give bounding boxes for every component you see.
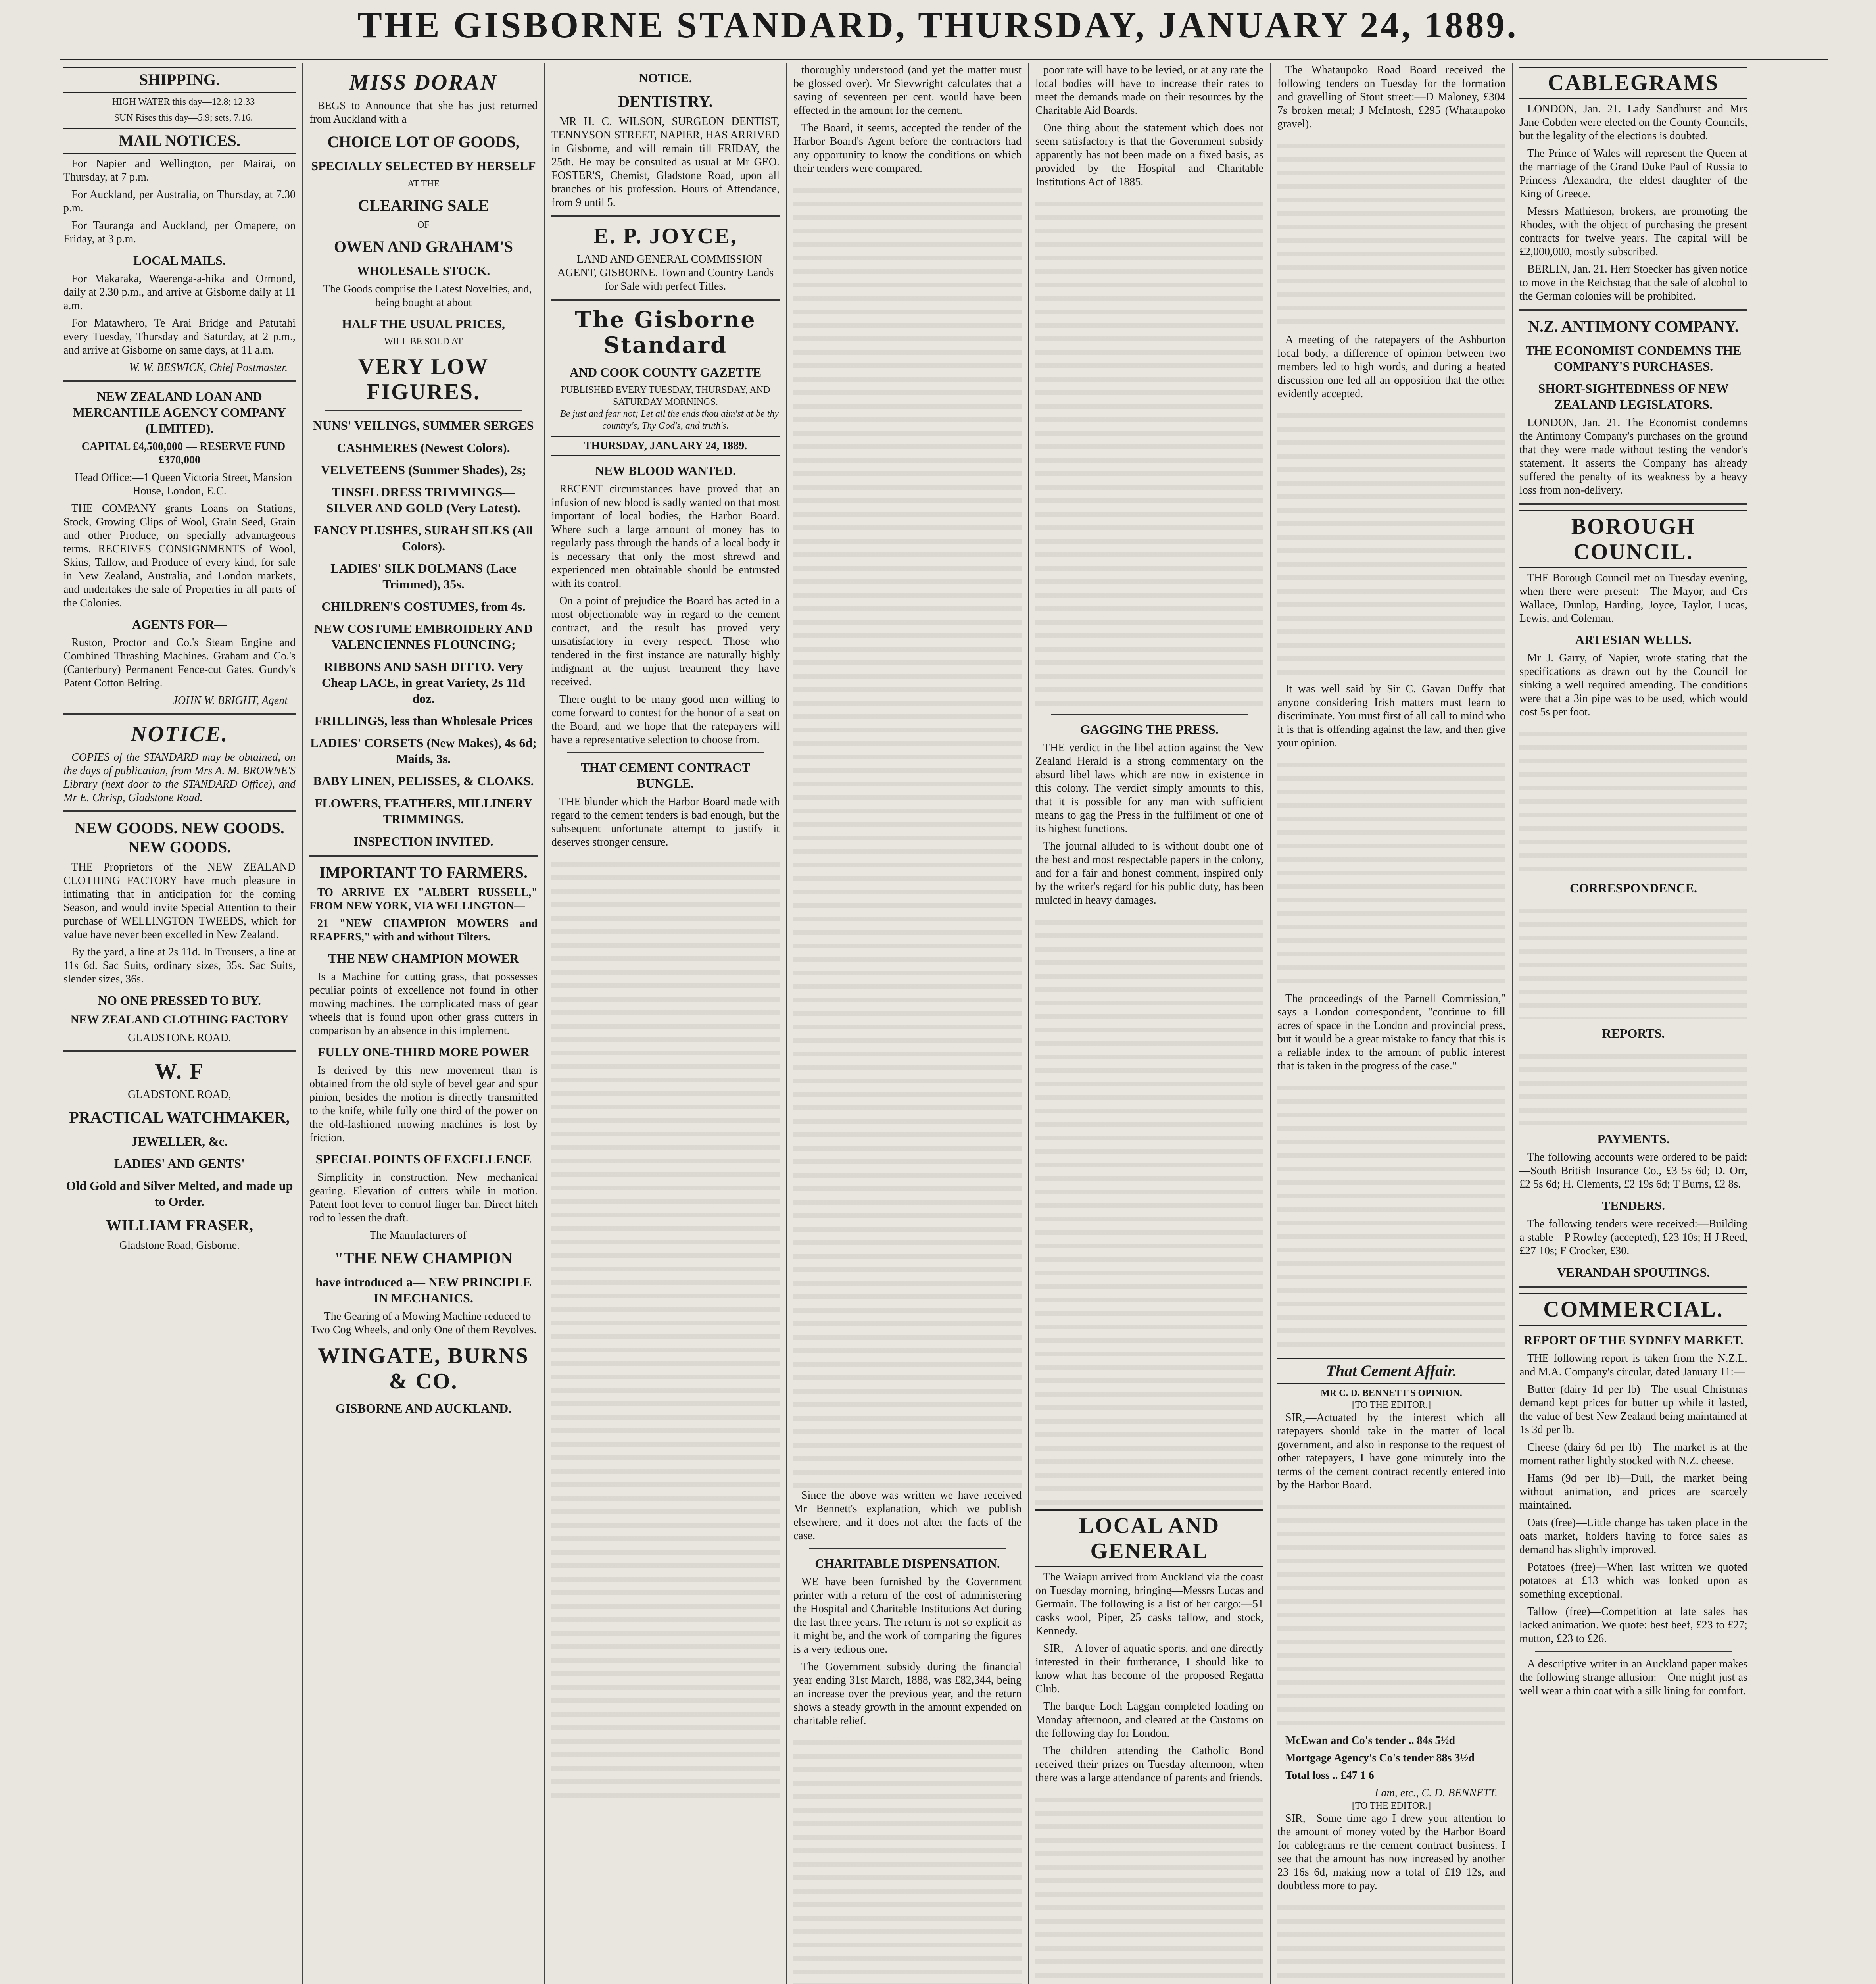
signature: JOHN W. BRIGHT, Agent (173, 694, 288, 707)
subheading: FULLY ONE-THIRD MORE POWER (317, 1045, 530, 1059)
advert-line: have introduced a— NEW PRINCIPLE IN MECHANICS. (315, 1275, 532, 1305)
column-divider (1270, 63, 1271, 1984)
office-line: Head Office:—1 Queen Victoria Street, Mansion House, London, E.C. (75, 471, 292, 497)
editor-line: [TO THE EDITOR.] (1352, 1801, 1431, 1811)
notice-body: COPIES of the STANDARD may be obtained, on the days of publication, from Mrs A. M. BROWNE'S Library (next door to the STANDARD Office), and Mr E. Chrisp, Gladstone Road. (63, 751, 296, 804)
article-heading: THAT CEMENT CONTRACT BUNGLE. (581, 760, 750, 790)
mail-notice: For Auckland, per Australia, on Thursday, at 7.30 p.m. (63, 188, 296, 214)
column-2 (309, 63, 538, 1984)
news-item: LONDON, Jan. 21. The Economist condemns the Antimony Company's purchases on the ground that they were made without testing the vendor's statement. It asserts the Company has already suffered the penalty of its weakness by a heavy loss from non-delivery. (1519, 417, 1747, 496)
advert-body: MR H. C. WILSON, SURGEON DENTIST, TENNYSON STREET, NAPIER, HAS ARRIVED in Gisborne, and will remain till FRIDAY, the 25th. He may be consulted as usual at Mr GEO. FOSTER'S, Chemist, Gladstone Road, upon all branches of his profession. Hours of Attendance, from 9 until 5. (551, 115, 780, 209)
subheading: REPORT OF THE SYDNEY MARKET. (1523, 1333, 1744, 1347)
subheading: PAYMENTS. (1597, 1132, 1670, 1146)
advert-heading: E. P. JOYCE, (593, 224, 737, 248)
sun-times: SUN Rises this day—5.9; sets, 7.16. (114, 113, 253, 123)
article-paragraph: RECENT circumstances have proved that an infusion of new blood is sadly wanted on that most important of local bodies, the Harbor Board. Where such a large amount of money has to regularly pass through the hands of a local body it is necessary that only the most shrewd and experienced men obtainable should be entrusted with its control. (551, 483, 780, 590)
advert-body: Simplicity in construction. New mechanical gearing. Elevation of cutters while in motion. Patent foot lever to control finger bar. Direct hitch rod to lessen the draft. (309, 1171, 538, 1224)
editor-line: [TO THE EDITOR.] (1352, 1400, 1431, 1410)
section-heading: N.Z. ANTIMONY COMPANY. (1528, 317, 1739, 335)
divider (551, 299, 780, 301)
news-item: It was well said by Sir C. Gavan Duffy that anyone considering Irish matters must learn to discriminate. You must first of all call to mind who it is that is offending against the law, and then give your opinion. (1277, 683, 1505, 749)
advert-heading: PRACTICAL WATCHMAKER, (69, 1108, 290, 1126)
publication-days: PUBLISHED EVERY TUESDAY, THURSDAY, AND SATURDAY MORNINGS. (561, 385, 770, 407)
news-item: The following tenders were received:—Building a stable—P Rowley (accepted), £23 10s; H J Reed, £27 10s; F Crocker, £30. (1519, 1218, 1747, 1257)
divider (809, 1548, 1006, 1549)
divider (1519, 309, 1747, 311)
market-item: Oats (free)—Little change has taken place in the oats market, holders having to force sales as demand has slightly improved. (1519, 1517, 1747, 1556)
newspaper-title: THE GISBORNE STANDARD, THURSDAY, JANUARY 24, 1889. (357, 5, 1519, 45)
product-line: RIBBONS AND SASH DITTO. Very Cheap LACE, in great Variety, 2s 11d doz. (321, 659, 526, 706)
article-paragraph: There ought to be many good men willing to come forward to contest for the honor of a seat on the Board, and we hope that the ratepayers will have a representative selection to choose from. (551, 693, 780, 746)
subheading: SHORT-SIGHTEDNESS OF NEW ZEALAND LEGISLATORS. (1538, 381, 1729, 411)
article-paragraph: THE blunder which the Harbor Board made with regard to the cement tenders is bad enough, but the subsequent unfortunate attempt to justify it deserves stronger censure. (551, 796, 780, 848)
advert-heading: MISS DORAN (349, 70, 498, 95)
news-item: The following accounts were ordered to be paid:—South British Insurance Co., £3 5s 6d; D. Orr, £2 5s 6d; H. Clements, £2 19s 6d; T Burns, £2 8s. (1519, 1151, 1747, 1190)
advert-heading: DENTISTRY. (618, 92, 713, 110)
divider (567, 752, 764, 753)
product-line: LADIES' CORSETS (New Makes), 4s 6d; Maids, 3s. (310, 736, 537, 766)
advert-body: LAND AND GENERAL COMMISSION AGENT, GISBORNE. Town and Country Lands for Sale with perfect Titles. (557, 253, 774, 292)
section-heading: SHIPPING. (63, 67, 296, 93)
column-1 (63, 63, 296, 1984)
mail-notice: For Makaraka, Waerenga-a-hika and Ormond, daily at 2.30 p.m., and arrive at Gisborne daily at 11 a.m. (63, 273, 296, 312)
signature: W. W. BESWICK, Chief Postmaster. (129, 361, 288, 374)
continued-text-block (793, 179, 1022, 1489)
advert-line: CLEARING SALE (358, 196, 489, 214)
advert-line: WHOLESALE STOCK. (357, 263, 490, 278)
article-heading: CHARITABLE DISPENSATION. (815, 1556, 1000, 1571)
product-line: FRILLINGS, less than Wholesale Prices (314, 713, 533, 728)
advert-line: OWEN AND GRAHAM'S (334, 238, 513, 256)
article-paragraph: On a point of prejudice the Board has acted in a most objectionable way in regard to the cement contract, and the result has proved very unsatisfactory in every respect. Those who tendered in the first instance are naturally highly indignant at the unjust treatment they have received. (551, 595, 780, 688)
continued-text-block (1277, 405, 1505, 682)
continued-text-block (1519, 1045, 1747, 1125)
advert-body: Is a Machine for cutting grass, that possesses peculiar points of excellence not found in other mowing machines. The complicated mass of gear wheels that is found upon other grass cutters in comparison by an absence in this implement. (309, 971, 538, 1037)
advert-body: The Gearing of a Mowing Machine reduced to Two Cog Wheels, and only One of them Revolves. (310, 1310, 537, 1336)
divider (63, 380, 296, 382)
subheading: LADIES' AND GENTS' (114, 1156, 245, 1171)
advert-body: TO ARRIVE EX "ALBERT RUSSELL," FROM NEW YORK, VIA WELLINGTON— (309, 886, 538, 912)
news-item: A meeting of the ratepayers of the Ashburton local body, a difference of opinion between two members led to high words, and during a heated discussion one led all an opposition that the other evidently accepted. (1277, 334, 1505, 400)
section-heading: MAIL NOTICES. (63, 128, 296, 154)
divider (551, 215, 780, 217)
paper-dateline: THURSDAY, JANUARY 24, 1889. (551, 436, 780, 456)
paper-subtitle: AND COOK COUNTY GAZETTE (569, 365, 762, 379)
advert-line: INSPECTION INVITED. (353, 834, 493, 848)
section-heading: BOROUGH COUNCIL. (1519, 510, 1747, 568)
masthead (0, 0, 1876, 60)
divider (63, 713, 296, 715)
market-item: Butter (dairy 1d per lb)—The usual Christmas demand kept prices for butter up while it lasted, the value of best New Zealand being maintained at 1s 3d per lb. (1519, 1383, 1747, 1436)
column-divider (302, 63, 303, 1984)
advert-line: VERY LOW FIGURES. (358, 354, 489, 404)
news-item: The Waiapu arrived from Auckland via the coast on Tuesday morning, bringing—Messrs Lucas and Germain. The following is a list of her cargo:—51 casks wool, Piper, 25 casks tallow, and stock, Kennedy. (1035, 1571, 1263, 1637)
continued-text-block (1519, 900, 1747, 1019)
product-line: FLOWERS, FEATHERS, MILLINERY TRIMMINGS. (314, 796, 533, 826)
market-item: Tallow (free)—Competition at late sales has lacked animation. We quote: best beef, £23 to £27; mutton, £23 to £26. (1519, 1605, 1747, 1645)
subheading: TENDERS. (1601, 1198, 1665, 1213)
subheading: JEWELLER, &c. (131, 1134, 228, 1148)
article-heading: GAGGING THE PRESS. (1080, 722, 1219, 736)
subheading: SPECIAL POINTS OF EXCELLENCE (315, 1152, 532, 1166)
masthead-rule (60, 59, 1828, 60)
letter-paragraph: SIR,—Some time ago I drew your attention to the amount of money voted by the Harbor Board for cablegrams re the cement contract business. I see that the amount has now increased by another 23 16s 6d, making now a total of £19 12s, and doubtless more to pay. (1277, 1812, 1505, 1892)
product-line: FANCY PLUSHES, SURAH SILKS (All Colors). (314, 523, 533, 553)
subheading: LOCAL MAILS. (133, 253, 226, 267)
continued-text-block (1277, 1496, 1505, 1734)
news-item: THE following report is taken from the N.Z.L. and M.A. Company's circular, dated January 11:— (1519, 1352, 1747, 1378)
advertiser-address: GLADSTONE ROAD, (128, 1088, 231, 1101)
advert-body: 21 "NEW CHAMPION MOWERS and REAPERS," with and without Tilters. (309, 917, 538, 943)
advert-body: Ruston, Proctor and Co.'s Steam Engine and Combined Thrashing Machines. Graham and Co.'s (Canterbury) Permanent Fence-cut Gates. Gundy's Patent Cotton Belting. (63, 636, 296, 689)
subheading: Old Gold and Silver Melted, and made up to Order. (66, 1178, 293, 1209)
continued-text-block (1277, 1077, 1505, 1355)
divider (1519, 503, 1747, 505)
advert-heading: W. F (154, 1059, 205, 1084)
news-item: LONDON, Jan. 21. Lady Sandhurst and Mrs Jane Cobden were elected on the County Councils, but the legality of the elections is doubted. (1519, 103, 1747, 142)
mail-notice: For Napier and Wellington, per Mairai, on Thursday, at 7 p.m. (63, 158, 296, 183)
advert-line: OF (417, 220, 430, 230)
article-subheading: MR C. D. BENNETT'S OPINION. (1321, 1388, 1462, 1398)
product-line: LADIES' SILK DOLMANS (Lace Trimmed), 35s. (330, 561, 517, 591)
subheading: REPORTS. (1602, 1026, 1665, 1040)
advert-line: CHOICE LOT OF GOODS, (327, 133, 520, 151)
article-paragraph: WE have been furnished by the Government printer with a return of the cost of administering the Hospital and Charitable Institutions Act during the last three years. The return is not so explicit as it might be, and the work of comparing the figures is a very tedious one. (793, 1576, 1022, 1655)
divider (63, 810, 296, 812)
column-divider (1028, 63, 1029, 1984)
product-line: NUNS' VEILINGS, SUMMER SERGES (313, 418, 534, 433)
column-6 (1277, 63, 1505, 1984)
advertiser-name: WINGATE, BURNS & CO. (318, 1344, 529, 1394)
advert-heading: IMPORTANT TO FARMERS. (319, 863, 528, 881)
continued-text-block (1035, 193, 1263, 709)
article-paragraph: One thing about the statement which does not seem satisfactory is that the Government subsidy apparently has not been made on a fixed basis, as provided by the Hospital and Charitable Institutions Act of 1885. (1035, 122, 1263, 188)
mail-notice: For Tauranga and Auckland, per Omapere, on Friday, at 3 p.m. (63, 219, 296, 245)
advertiser-address: Gladstone Road, Gisborne. (119, 1239, 240, 1252)
letter-paragraph: SIR,—Actuated by the interest which all ratepayers should take in the matter of local government, and also in response to the request of other ratepayers, I have gone minutely into the terms of the cement contract recently entered into by the Harbor Board. (1277, 1411, 1505, 1491)
subheading: AGENTS FOR— (132, 617, 227, 631)
capital-line: CAPITAL £4,500,000 — RESERVE FUND £370,000 (81, 440, 286, 466)
product-line: CHILDREN'S COSTUMES, from 4s. (321, 599, 526, 613)
notice-heading: NOTICE. (131, 722, 228, 746)
advert-heading: NEW ZEALAND LOAN AND MERCANTILE AGENCY COMPANY (LIMITED). (73, 389, 286, 435)
divider (1519, 1286, 1747, 1288)
continued-text-block (551, 853, 780, 1805)
continued-text-block (793, 1732, 1022, 1984)
market-item: Hams (9d per lb)—Dull, the market being without animation, and prices are scarcely maintained. (1519, 1472, 1747, 1511)
section-heading: NOTICE. (639, 71, 692, 85)
table-line: Total loss .. £47 1 6 (1285, 1769, 1374, 1782)
article-paragraph: The journal alluded to is without doubt one of the best and most respectable papers in the colony, and for a fair and honest comment, inspired only by the writer's regard for his public duty, has been mulcted in heavy damages. (1035, 840, 1263, 906)
advert-line: WILL BE SOLD AT (384, 336, 463, 347)
divider (63, 1050, 296, 1052)
article-paragraph: THE verdict in the libel action against the New Zealand Herald is a strong commentary on the absurd libel laws which are now in existence in this colony. The verdict simply amounts to this, that it is possible for any man with sufficient means to gag the Press in the fulfilment of one of its highest functions. (1035, 742, 1263, 835)
continued-text-block (1519, 723, 1747, 874)
article-paragraph: thoroughly understood (and yet the matter must be glossed over). Mr Sievwright calculates that a saving of seventeen per cent. would have been effected in the amount for the cement. (793, 64, 1022, 117)
news-item: SIR,—A lover of aquatic sports, and one directly interested in their furtherance, I should like to know what has become of the proposed Regatta Club. (1035, 1642, 1263, 1695)
advertiser-address: GLADSTONE ROAD. (128, 1032, 231, 1044)
continued-text-block (1035, 911, 1263, 1506)
advert-body: By the yard, a line at 2s 11d. In Trousers, a line at 11s 6d. Sac Suits, ordinary sizes, 35s. Sac Suits, slender sizes, 36s. (63, 946, 296, 985)
news-item: The proceedings of the Parnell Commission," says a London correspondent, "continue to fill acres of space in the London and provincial press, but it would be a great mistake to fancy that this is a reliable index to the amount of public interest that is taken in the progress of the case." (1277, 992, 1505, 1072)
tide-times: HIGH WATER this day—12.8; 12.33 (112, 97, 255, 107)
table-line: McEwan and Co's tender .. 84s 5½d (1285, 1734, 1455, 1747)
column-3 (551, 63, 780, 1984)
advert-line: "THE NEW CHAMPION (334, 1249, 513, 1267)
paper-nameplate: The Gisborne Standard (575, 307, 756, 358)
mail-notice: For Matawhero, Te Arai Bridge and Patutahi every Tuesday, Thursday and Saturday, at 2 p.m., and arrive at Gisborne on same days, at 11 a.m. (63, 317, 296, 356)
product-line: NEW COSTUME EMBROIDERY AND VALENCIENNES FLOUNCING; (314, 621, 533, 652)
market-item: Potatoes (free)—When last written we quoted potatoes at £13 which was looked upon as something exceptional. (1519, 1561, 1747, 1600)
advert-line: SPECIALLY SELECTED BY HERSELF (311, 159, 536, 173)
product-line: CASHMERES (Newest Colors). (337, 440, 510, 455)
column-divider (786, 63, 787, 1984)
subheading: THE ECONOMIST CONDEMNS THE COMPANY'S PURCHASES. (1525, 343, 1742, 373)
news-item: A descriptive writer in an Auckland paper makes the following strange allusion:—One might just as well wear a thin coat with a silk lining for comfort. (1519, 1658, 1747, 1697)
table-line: Mortgage Agency's Co's tender 88s 3½d (1285, 1752, 1475, 1764)
news-item: BERLIN, Jan. 21. Herr Stoecker has given notice to move in the Reichstag that the sale of alcohol to the German colonies will be prohibited. (1519, 263, 1747, 302)
continued-text-block (1277, 135, 1505, 333)
product-line: TINSEL DRESS TRIMMINGS—SILVER AND GOLD (Very Latest). (326, 485, 521, 515)
column-7 (1519, 63, 1747, 1984)
divider (325, 410, 522, 411)
subheading: ARTESIAN WELLS. (1575, 632, 1692, 647)
advert-line: HALF THE USUAL PRICES, (342, 317, 505, 331)
continued-text-block (1035, 1789, 1263, 1984)
advertiser-address: GISBORNE AND AUCKLAND. (335, 1401, 512, 1415)
article-heading: That Cement Affair. (1277, 1358, 1505, 1384)
advertiser-name: WILLIAM FRASER, (106, 1216, 253, 1234)
advertiser-name: NEW ZEALAND CLOTHING FACTORY (70, 1013, 289, 1026)
signature: I am, etc., C. D. BENNETT. (1375, 1787, 1498, 1799)
advert-body: THE COMPANY grants Loans on Stations, Stock, Growing Clips of Wool, Grain Seed, Grain and other Produce, on specially advantageous terms. RECEIVES CONSIGNMENTS of Wool, Skins, Tallow, and Produce of every kind, for sale in New Zealand, Australia, and London markets, and undertakes the sale of Properties in all parts of the Colonies. (63, 502, 296, 609)
section-heading: CABLEGRAMS (1519, 67, 1747, 99)
advert-line: The Manufacturers of— (369, 1229, 478, 1242)
news-item: The Prince of Wales will represent the Queen at the marriage of the Grand Duke Paul of Russia to Princess Alexandra, the eldest daughter of the King of Greece. (1519, 147, 1747, 200)
product-line: VELVETEENS (Summer Shades), 2s; (321, 463, 526, 477)
divider (309, 855, 538, 857)
article-paragraph: Since the above was written we have received Mr Bennett's explanation, which we publish elsewhere, and it does not alter the facts of the case. (793, 1489, 1022, 1542)
advert-body: The Goods comprise the Latest Novelties, and, being bought at about (323, 283, 532, 309)
advert-heading: NEW GOODS. NEW GOODS. NEW GOODS. (75, 819, 284, 856)
paper-motto: Be just and fear not; Let all the ends thou aim'st at be thy country's, Thy God's, and truth's. (560, 409, 779, 431)
subheading: THE NEW CHAMPION MOWER (328, 951, 519, 965)
news-item: Mr J. Garry, of Napier, wrote stating that the specifications as drawn out by the Council for sinking a well required amending. The conditions were that a 3in pipe was to be used, which would cost 5s per foot. (1519, 652, 1747, 718)
continued-text-block (1277, 1897, 1505, 1984)
article-heading: NEW BLOOD WANTED. (595, 463, 736, 478)
news-item: The Whataupoko Road Board received the following tenders on Tuesday for the formation and gravelling of Stout street:—D Maloney, £304 7s broken metal; J McIntosh, £295 (Whataupoko gravel). (1277, 64, 1505, 130)
section-heading: COMMERCIAL. (1519, 1293, 1747, 1326)
news-item: Messrs Mathieson, brokers, are promoting the Rhodes, with the object of purchasing the present contracts for twelve years. The capital will be £2,000,000, mostly subscribed. (1519, 205, 1747, 258)
advert-body: Is derived by this new movement than is obtained from the old style of bevel gear and spur pinion, besides the motion is directly transmitted to the knife, while fully one third of the power on the old-fashioned mowing machines is lost by friction. (309, 1064, 538, 1144)
subheading: NO ONE PRESSED TO BUY. (98, 993, 261, 1007)
news-item: THE Borough Council met on Tuesday evening, when there were present:—The Mayor, and Crs Wallace, Dunlop, Harding, Joyce, Taylor, Lucas, Lewis, and Coleman. (1519, 572, 1747, 625)
continued-text-block (1277, 754, 1505, 992)
article-paragraph: The Board, it seems, accepted the tender of the Harbor Board's Agent before the contractors had any opportunity to know the conditions on which their tenders were compared. (793, 122, 1022, 175)
advert-body: THE Proprietors of the NEW ZEALAND CLOTHING FACTORY have much pleasure in intimating that in anticipation for the coming Season, and would invite Special Attention to their purchase of WELLINGTON TWEEDS, which for value have never been excelled in New Zealand. (63, 861, 296, 941)
column-divider (544, 63, 545, 1984)
advert-body: BEGS to Announce that she has just returned from Auckland with a (309, 100, 538, 125)
advert-line: AT THE (407, 179, 440, 189)
market-item: Cheese (dairy 6d per lb)—The market is at the moment rather lightly stocked with N.Z. cheese. (1519, 1441, 1747, 1467)
section-heading: LOCAL AND GENERAL (1035, 1509, 1263, 1567)
column-5 (1035, 63, 1263, 1984)
article-paragraph: poor rate will have to be levied, or at any rate the local bodies will have to increase their rates to meet the demands made on their resources by the Charitable Aid Boards. (1035, 64, 1263, 117)
news-item: The barque Loch Laggan completed loading on Monday afternoon, and cleared at the Customs on the following day for London. (1035, 1700, 1263, 1740)
column-divider (1512, 63, 1513, 1984)
news-item: The children attending the Catholic Bond received their prizes on Tuesday afternoon, when there was a large attendance of parents and friends. (1035, 1745, 1263, 1784)
divider (1535, 1651, 1732, 1652)
article-paragraph: The Government subsidy during the financial year ending 31st March, 1888, was £82,344, being an increase over the previous year, and the return shows a steady growth in the amount expended on charitable relief. (793, 1661, 1022, 1727)
column-4 (793, 63, 1022, 1984)
subheading: CORRESPONDENCE. (1570, 881, 1697, 895)
product-line: BABY LINEN, PELISSES, & CLOAKS. (313, 774, 534, 788)
divider (1051, 714, 1248, 715)
subheading: VERANDAH SPOUTINGS. (1557, 1265, 1710, 1279)
